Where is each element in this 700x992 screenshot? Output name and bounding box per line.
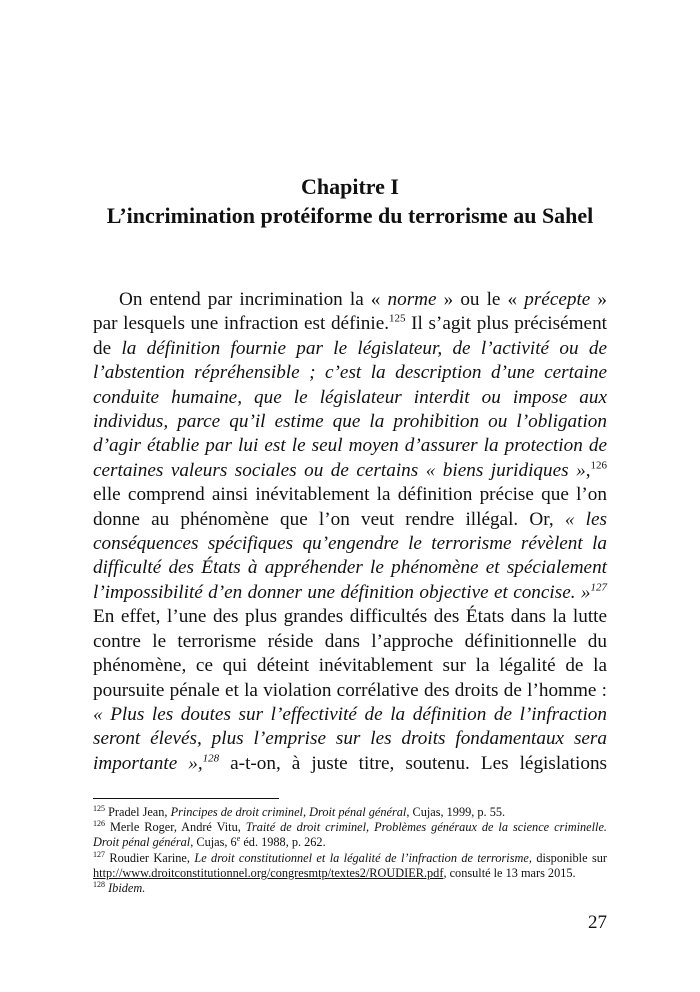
footnote-ref-128: 128 (202, 752, 220, 765)
footnote-text: , Cujas, 6 (190, 835, 237, 850)
text-run: En effet, l’une des plus grandes difficultés des États dans la lutte contre le terrorisme réside dans l’approche définitionnelle du phénomène, ce qui déteint inévitablement sur la légalité de la poursuite pénale et la violation corrélative des droits de l’homme : (93, 606, 607, 701)
footnote-ref-126: 126 (590, 459, 607, 472)
footnote-text: , consulté le 13 mars 2015. (443, 865, 576, 880)
footnote-number: 126 (93, 819, 105, 829)
footnote-text: Merle Roger, André Vitu, (105, 820, 246, 835)
text-run: » par lesquels une infraction est définie. (93, 289, 608, 335)
footnote-text: Roudier Karine, (105, 850, 195, 865)
text-run-italic: norme (387, 289, 437, 310)
footnote-125 (93, 805, 607, 820)
footnote-title: Le droit constitutionnel et la légalité de l’infraction de terrorisme, (194, 850, 532, 865)
footnote-title: Principes de droit criminel, Droit pénal général (170, 805, 407, 819)
text-run: Il s’agit plus précisément de (93, 313, 607, 359)
footnote-separator (93, 798, 279, 799)
text-run-italic: « Plus les doutes sur l’effectivité de la définition de l’infraction seront élevés, plus l’emprise sur les droits fondamentaux sera importante », (93, 703, 607, 774)
chapter-heading (90, 172, 610, 230)
footnote-ref-127: 127 (590, 581, 607, 594)
footnote-text: , Cujas, 1999, p. 55. (406, 805, 506, 819)
text-run: a-t-on, à juste titre, soutenu. Les législations (219, 752, 607, 774)
footnote-number: 127 (93, 849, 105, 859)
text-run: On entend par incrimination la « (119, 289, 388, 310)
footnote-title: Ibidem. (105, 881, 146, 896)
footnote-edition-sup: e (236, 834, 241, 844)
footnote-number: 125 (93, 803, 105, 813)
text-run: » ou le « (436, 289, 525, 310)
footnote-text: Pradel Jean, (105, 805, 171, 819)
text-run-italic: la définition fournie par le législateur, de l’activité ou de l’abstention répréhensible ; c’est la description d’une certaine conduite humaine, que le législateur interdit ou impose aux individus, parce qu’il estime que la prohibition ou l’obligation d’agir établie par lui est le seul moyen d’assurer la protection de certaines valeurs sociales ou de certains « biens juridiques » (93, 337, 607, 481)
body-text (93, 288, 607, 776)
paragraph (93, 288, 607, 776)
footnote-ref-125: 125 (389, 313, 406, 326)
text-run-italic: « les conséquences spécifiques qu’engendre le terrorisme révèlent la difficulté des États à appréhender le phénomène et spécialement l’impossibilité d’en donner une définition objective et concise. » (93, 508, 607, 603)
text-run: elle comprend ainsi inévitablement la définition précise que l’on donne au phénomène que l’on veut rendre illégal. Or, (93, 484, 607, 530)
footnote-text: disponible sur (531, 850, 607, 865)
footnote-link[interactable]: http://www.droitconstitutionnel.org/congresmtp/textes2/ROUDIER.pdf (93, 865, 444, 880)
text-run: , (585, 459, 591, 481)
footnotes (93, 805, 607, 896)
text-run-italic: précepte (524, 289, 591, 310)
footnote-127 (93, 851, 607, 881)
page-number: 27 (588, 912, 607, 933)
chapter-title: L’incrimination protéiforme du terrorisme au Sahel (106, 203, 594, 228)
footnote-text: éd. 1988, p. 262. (240, 835, 326, 850)
footnote-128 (93, 881, 607, 896)
footnote-number: 128 (93, 879, 105, 889)
footnote-126 (93, 820, 607, 850)
footnote-title: Traité de droit criminel, Problèmes généraux de la science criminelle. Droit pénal général (93, 820, 607, 850)
chapter-label: Chapitre I (301, 174, 399, 199)
